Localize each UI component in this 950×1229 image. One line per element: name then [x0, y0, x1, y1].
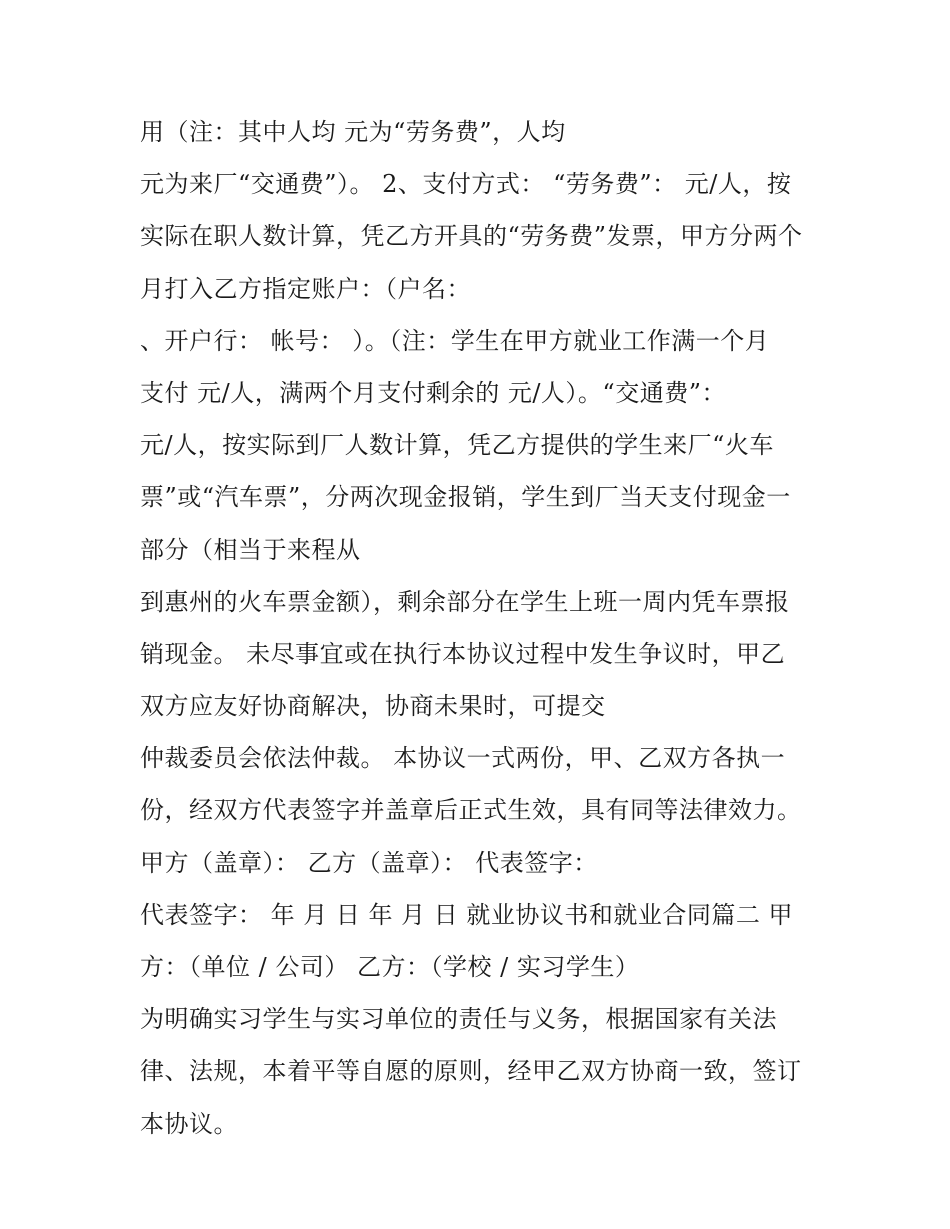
text-line: 元/人，按实际到厂人数计算，凭乙方提供的学生来厂“火车	[140, 431, 774, 460]
text-line: 甲方（盖章）： 乙方（盖章）： 代表签字：	[140, 848, 598, 877]
text-line: 用（注：其中人均 元为“劳务费”，人均	[140, 118, 566, 146]
text-line: 双方应友好协商解决，协商未果时，可提交	[140, 692, 606, 721]
text-line: 实际在职人数计算，凭乙方开具的“劳务费”发票，甲方分两个	[140, 222, 803, 251]
text-line: 份，经双方代表签字并盖章后正式生效，具有同等法律效力。	[140, 796, 802, 825]
text-line: 月打入乙方指定账户：（户名：	[140, 274, 471, 303]
text-line: 律、法规，本着平等自愿的原则，经甲乙双方协商一致，签订	[140, 1057, 802, 1086]
text-line: 销现金。 未尽事宜或在执行本协议过程中发生争议时，甲乙	[140, 639, 786, 668]
text-line: 支付 元/人，满两个月支付剩余的 元/人）。“交通费”：	[140, 378, 726, 407]
text-line: 方：（单位 / 公司） 乙方：（学校 / 实习学生）	[140, 953, 640, 981]
text-line: 元为来厂“交通费”）。 2、支付方式： “劳务费”： 元/人，按	[140, 170, 792, 199]
text-line: 仲裁委员会依法仲裁。 本协议一式两份，甲、乙双方各执一	[140, 744, 786, 773]
text-line: 部分（相当于来程从	[140, 535, 361, 564]
text-line: 代表签字： 年 月 日 年 月 日 就业协议书和就业合同篇二 甲	[140, 900, 794, 929]
document-body	[140, 106, 830, 1150]
text-line: 为明确实习学生与实习单位的责任与义务，根据国家有关法	[140, 1005, 777, 1034]
text-line: 到惠州的火车票金额），剩余部分在学生上班一周内凭车票报	[140, 587, 790, 616]
text-line: 本协议。	[140, 1109, 238, 1138]
text-line: 、开户行： 帐号： ）。（注：学生在甲方就业工作满一个月	[140, 326, 770, 355]
text-line: 票”或“汽车票”，分两次现金报销，学生到厂当天支付现金一	[140, 483, 791, 512]
